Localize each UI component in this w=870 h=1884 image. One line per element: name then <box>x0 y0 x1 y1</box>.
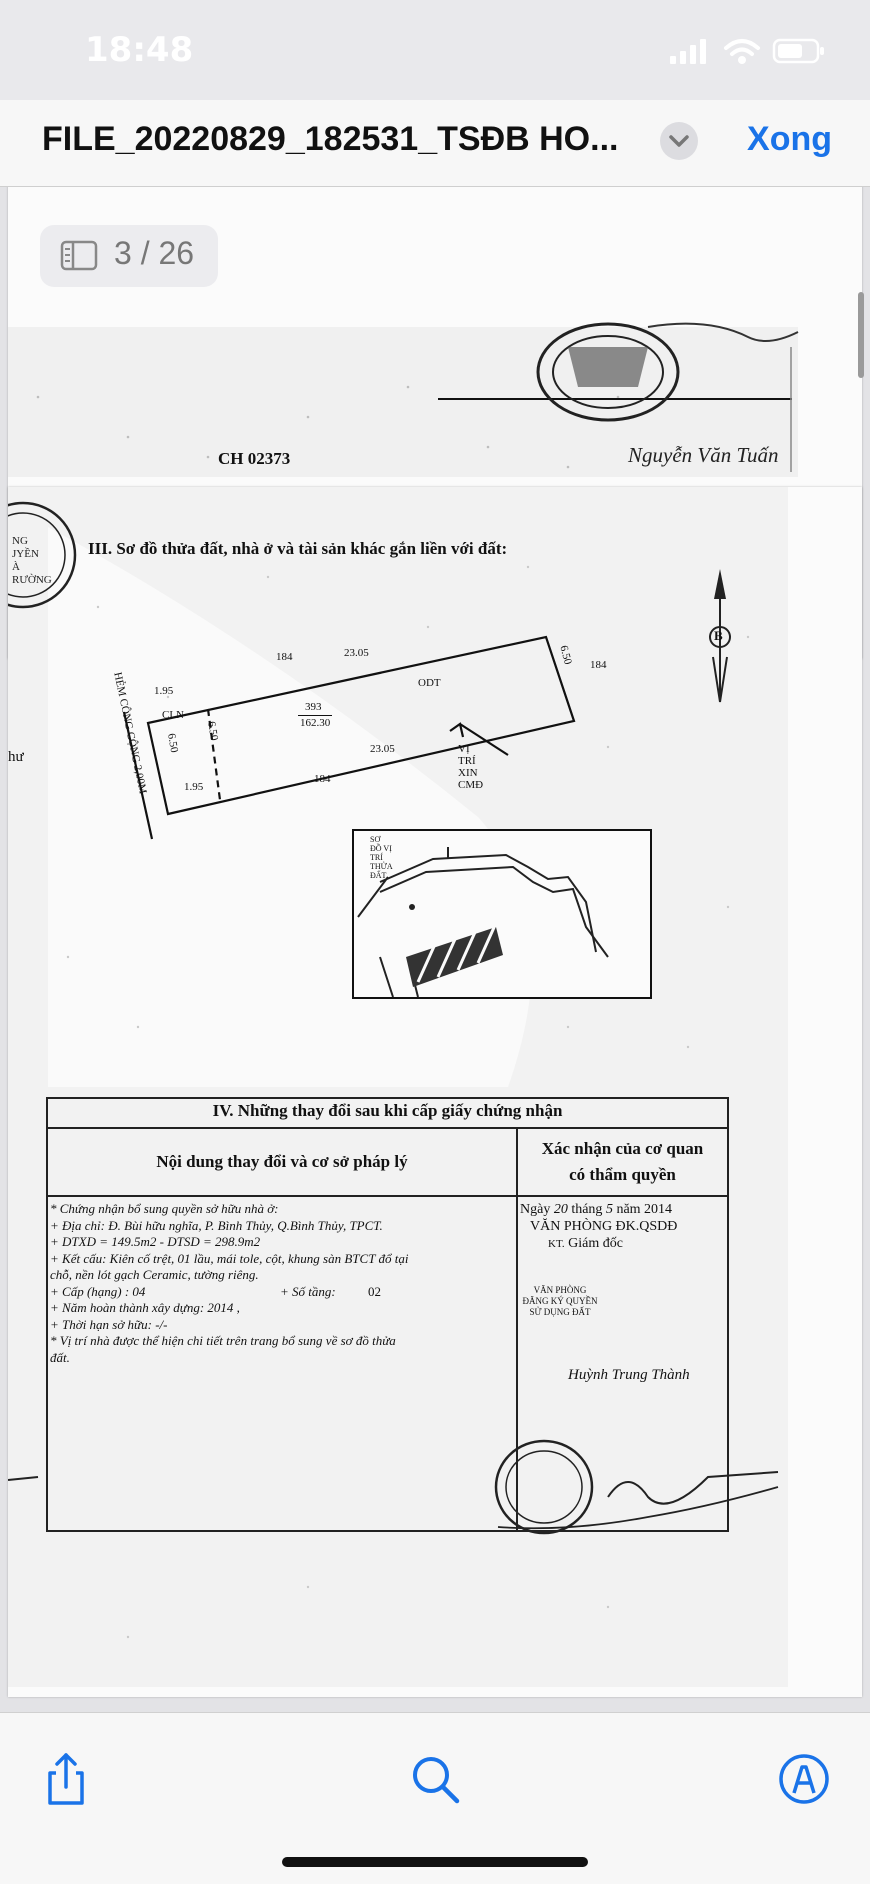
wifi-icon <box>726 41 758 62</box>
floors-value: 02 <box>368 1283 381 1299</box>
markup-button[interactable] <box>774 1749 834 1809</box>
share-button[interactable] <box>36 1749 96 1809</box>
status-bar <box>0 0 870 100</box>
status-time: 18:48 <box>85 30 194 70</box>
neighbor-right-label: 184 <box>590 659 607 671</box>
inset-title: SƠ ĐỒ VỊ TRÍ THỬA ĐẤT <box>370 835 393 880</box>
director-title: Giám đốc <box>568 1236 623 1251</box>
neighbor-bottom-label: 184 <box>314 773 331 785</box>
location-inset-map <box>353 830 651 998</box>
floors-label: + Số tầng: <box>280 1283 336 1299</box>
document-title: FILE_20220829_182531_TSĐB HO... <box>42 120 619 158</box>
end-bottom-length: 1.95 <box>184 781 204 793</box>
parcel-number: 393 <box>305 701 322 713</box>
pointer-label: VỊ TRÍ XIN CMĐ <box>458 743 484 791</box>
authority-header-line-1: Xác nhận của cơ quan <box>541 1139 704 1158</box>
pdf-page-current <box>8 487 862 1697</box>
director-prefix: KT. <box>548 1238 565 1250</box>
content-line: đất. <box>50 1349 70 1365</box>
margin-text: hư <box>8 749 24 765</box>
home-indicator[interactable] <box>282 1857 588 1867</box>
certificate-number: CH 02373 <box>218 449 291 468</box>
chevron-down-icon <box>660 122 698 160</box>
content-line: + DTXD = 149.5m2 - DTSD = 298.9m2 <box>50 1234 261 1249</box>
stamp-text: NG JYỀN À RƯỜNG <box>12 535 52 586</box>
content-line: * Vị trí nhà được thể hiện chi tiết trên trang bổ sung về sơ đồ thửa <box>50 1333 396 1348</box>
change-content-cell <box>47 1196 517 1531</box>
right-side-length: 6.50 <box>557 644 574 666</box>
signal-icon <box>670 39 706 64</box>
markup-pen-icon <box>774 1749 834 1809</box>
land-type-label: ODT <box>418 677 441 689</box>
status-icons <box>670 36 830 66</box>
parcel-area: 162.30 <box>300 717 331 729</box>
page-indicator[interactable] <box>40 225 218 287</box>
battery-icon <box>774 40 824 62</box>
cln-width: 6.50 <box>205 720 221 742</box>
seal-text: VĂN PHÒNG ĐĂNG KÝ QUYỀN SỬ DỤNG ĐẤT <box>522 1285 598 1317</box>
confirm-day: 20 <box>553 1202 568 1217</box>
confirm-month: 5 <box>605 1202 613 1217</box>
title-menu-button[interactable] <box>660 122 698 160</box>
section-4-title: IV. Những thay đổi sau khi cấp giấy chứng nhận <box>47 1098 728 1128</box>
neighbor-top-label: 184 <box>276 651 293 663</box>
office-name: VĂN PHÒNG ĐK.QSDĐ <box>530 1219 678 1234</box>
content-line: * Chứng nhận bổ sung quyền sở hữu nhà ở: <box>50 1201 279 1216</box>
authority-header-line-2: có thẩm quyền <box>569 1165 676 1184</box>
signature-name: Nguyễn Văn Tuấn <box>628 443 779 467</box>
content-column-header: Nội dung thay đổi và cơ sở pháp lý <box>47 1128 517 1196</box>
scrollbar[interactable] <box>858 292 864 378</box>
section-3-title: III. Sơ đồ thửa đất, nhà ở và tài sản khác gắn liền với đất: <box>88 539 508 558</box>
authority-confirmation-cell: Ngày 20 tháng 5 năm 2014 VĂN PHÒNG ĐK.QSDĐ KT. Giám đốc VĂN PHÒNG ĐĂNG KÝ QUYỀN SỬ DỤNG ĐẤT Huỳnh Trung Thành <box>517 1196 728 1531</box>
done-button[interactable]: Xong <box>747 120 832 158</box>
changes-table <box>46 1097 729 1532</box>
signer-name: Huỳnh Trung Thành <box>568 1367 690 1383</box>
share-icon <box>36 1749 96 1809</box>
bottom-side-length: 23.05 <box>370 743 395 755</box>
page-number: 3 / 26 <box>114 235 195 271</box>
top-side-length: 23.05 <box>344 647 369 659</box>
content-line: + Cấp (hạng) : 04 + Số tầng: 02 <box>50 1283 381 1299</box>
cln-label: CLN <box>162 709 184 721</box>
sidebar-icon <box>60 240 100 272</box>
left-side-length: 6.50 <box>165 732 181 754</box>
content-line: + Thời hạn sở hữu: -/- <box>50 1316 168 1332</box>
north-label: B <box>714 628 723 643</box>
end-top-length: 1.95 <box>154 685 174 697</box>
document-viewer[interactable] <box>0 187 870 1712</box>
content-line: + Địa chỉ: Đ. Bùi hữu nghĩa, P. Bình Thủy, Q.Bình Thủy, TPCT. <box>50 1217 383 1233</box>
content-line: chỗ, nền lót gạch Ceramic, tường riêng. <box>50 1267 259 1282</box>
search-button[interactable] <box>406 1749 466 1809</box>
search-icon <box>406 1749 466 1809</box>
content-line: + Năm hoàn thành xây dựng: 2014 , <box>50 1300 240 1315</box>
navigation-bar <box>0 100 870 187</box>
road-label: HẺM CÔNG CỘNG 2,00M <box>111 671 149 795</box>
content-line: + Kết cấu: Kiên cố trệt, 01 lầu, mái tole, cột, khung sàn BTCT đổ tại <box>50 1250 409 1266</box>
